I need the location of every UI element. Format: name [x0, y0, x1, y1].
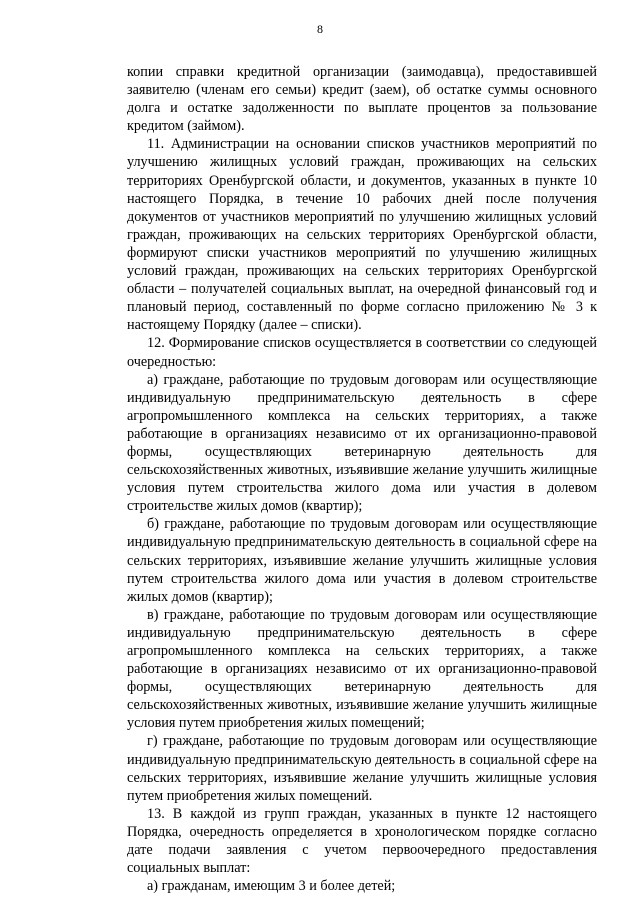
paragraph-item-12-g: г) граждане, работающие по трудовым договорам или осуществляющие индивидуальную предпринимательскую деятельность в социальной сфере на сельских территориях, изъявившие желание улучшить жилищные условия путем приобретения жилых помещений. [127, 733, 597, 804]
paragraph-item-11: 11. Администрации на основании списков участников мероприятий по улучшению жилищных условий граждан, проживающих на сельских территориях Оренбургской области, и документов, указанных в пункте 10 настоящего Порядка, в течение 10 рабочих дней после получения документов от участников мероприятий по улучшению жилищных условий граждан, проживающих на сельских территориях Оренбургской области, формируют списки участников мероприятий по улучшению жилищных условий граждан, проживающих на сельских территориях Оренбургской области – получателей социальных выплат, на очередной финансовый год и плановый период, составленный по форме согласно приложению № 3 к настоящему Порядку (далее – списки). [127, 136, 597, 334]
paragraph-item-12-v: в) граждане, работающие по трудовым договорам или осуществляющие индивидуальную предпринимательскую деятельность в сфере агропромышленного комплекса на сельских территориях, а также работающие в организациях независимо от их организационно-правовой формы, осуществляющих ветеринарную деятельность для сельскохозяйственных животных, изъявившие желание улучшить жилищные условия путем приобретения жилых помещений; [127, 606, 597, 732]
page-number: 8 [317, 22, 323, 36]
paragraph-item-12: 12. Формирование списков осуществляется в соответствии со следующей очередностью: [127, 335, 597, 370]
document-body [127, 63, 597, 895]
paragraph-item-12-b: б) граждане, работающие по трудовым договорам или осуществляющие индивидуальную предпринимательскую деятельность в социальной сфере на сельских территориях, изъявившие желание улучшить жилищные условия путем строительства жилого дома или участия в долевом строительстве жилых домов (квартир); [127, 516, 597, 605]
paragraph-item-12-a: а) граждане, работающие по трудовым договорам или осуществляющие индивидуальную предпринимательскую деятельность в сфере агропромышленного комплекса на сельских территориях, а также работающие в организациях независимо от их организационно-правовой формы, осуществляющих ветеринарную деятельность для сельскохозяйственных животных, изъявившие желание улучшить жилищные условия путем строительства жилого дома или участия в долевом строительстве жилых домов (квартир); [127, 371, 597, 515]
paragraph-item-13-a: а) гражданам, имеющим 3 и более детей; [147, 878, 396, 895]
paragraph-item-13: 13. В каждой из групп граждан, указанных в пункте 12 настоящего Порядка, очередность определяется в хронологическом порядке согласно дате подачи заявления с учетом первоочередного предоставления социальных выплат: [127, 805, 597, 877]
paragraph-continuation: копии справки кредитной организации (заимодавца), предоставившей заявителю (членам его семьи) кредит (заем), об остатке суммы основного долга и остатке задолженности по выплате процентов за пользование кредитом (займом). [127, 64, 597, 135]
